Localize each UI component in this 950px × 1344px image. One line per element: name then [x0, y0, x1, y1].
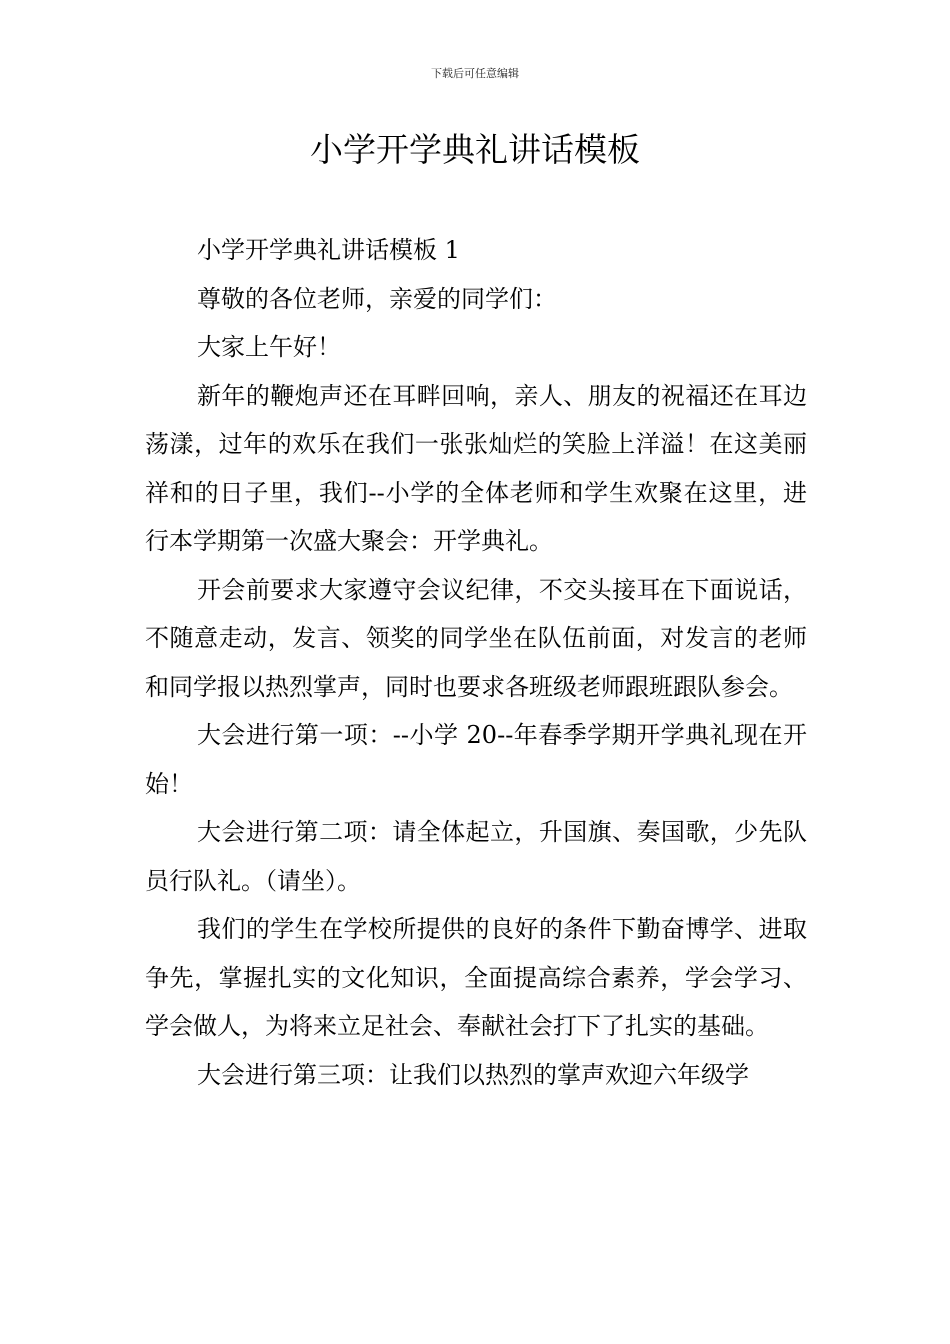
- document-body: [145, 226, 807, 1099]
- paragraph: 开会前要求大家遵守会议纪律，不交头接耳在下面说话，不随意走动，发言、领奖的同学坐在队伍前面，对发言的老师和同学报以热烈掌声，同时也要求各班级老师跟班跟队参会。: [145, 575, 807, 701]
- paragraph: 新年的鞭炮声还在耳畔回响，亲人、朋友的祝福还在耳边荡漾，过年的欢乐在我们一张张灿烂的笑脸上洋溢！在这美丽祥和的日子里，我们--小学的全体老师和学生欢聚在这里，进行本学期第一次盛大聚会：开学典礼。: [145, 381, 807, 555]
- paragraph: 我们的学生在学校所提供的良好的条件下勤奋博学、进取争先，掌握扎实的文化知识，全面提高综合素养，学会学习、学会做人，为将来立足社会、奉献社会打下了扎实的基础。: [145, 915, 807, 1040]
- paragraph-salutation: 尊敬的各位老师，亲爱的同学们：: [197, 284, 557, 313]
- document-title: 小学开学典礼讲话模板: [310, 130, 640, 169]
- paragraph: 大会进行第一项：--小学 20--年春季学期开学典礼现在开始！: [145, 721, 807, 798]
- header-note: 下载后可任意编辑: [431, 67, 519, 80]
- paragraph: 大会进行第三项：让我们以热烈的掌声欢迎六年级学: [197, 1060, 749, 1089]
- paragraph: 大会进行第二项：请全体起立，升国旗、奏国歌，少先队员行队礼。（请坐）。: [145, 818, 807, 895]
- paragraph-greeting: 大家上午好！: [197, 333, 341, 361]
- paragraph-subtitle: 小学开学典礼讲话模板 1: [197, 236, 460, 264]
